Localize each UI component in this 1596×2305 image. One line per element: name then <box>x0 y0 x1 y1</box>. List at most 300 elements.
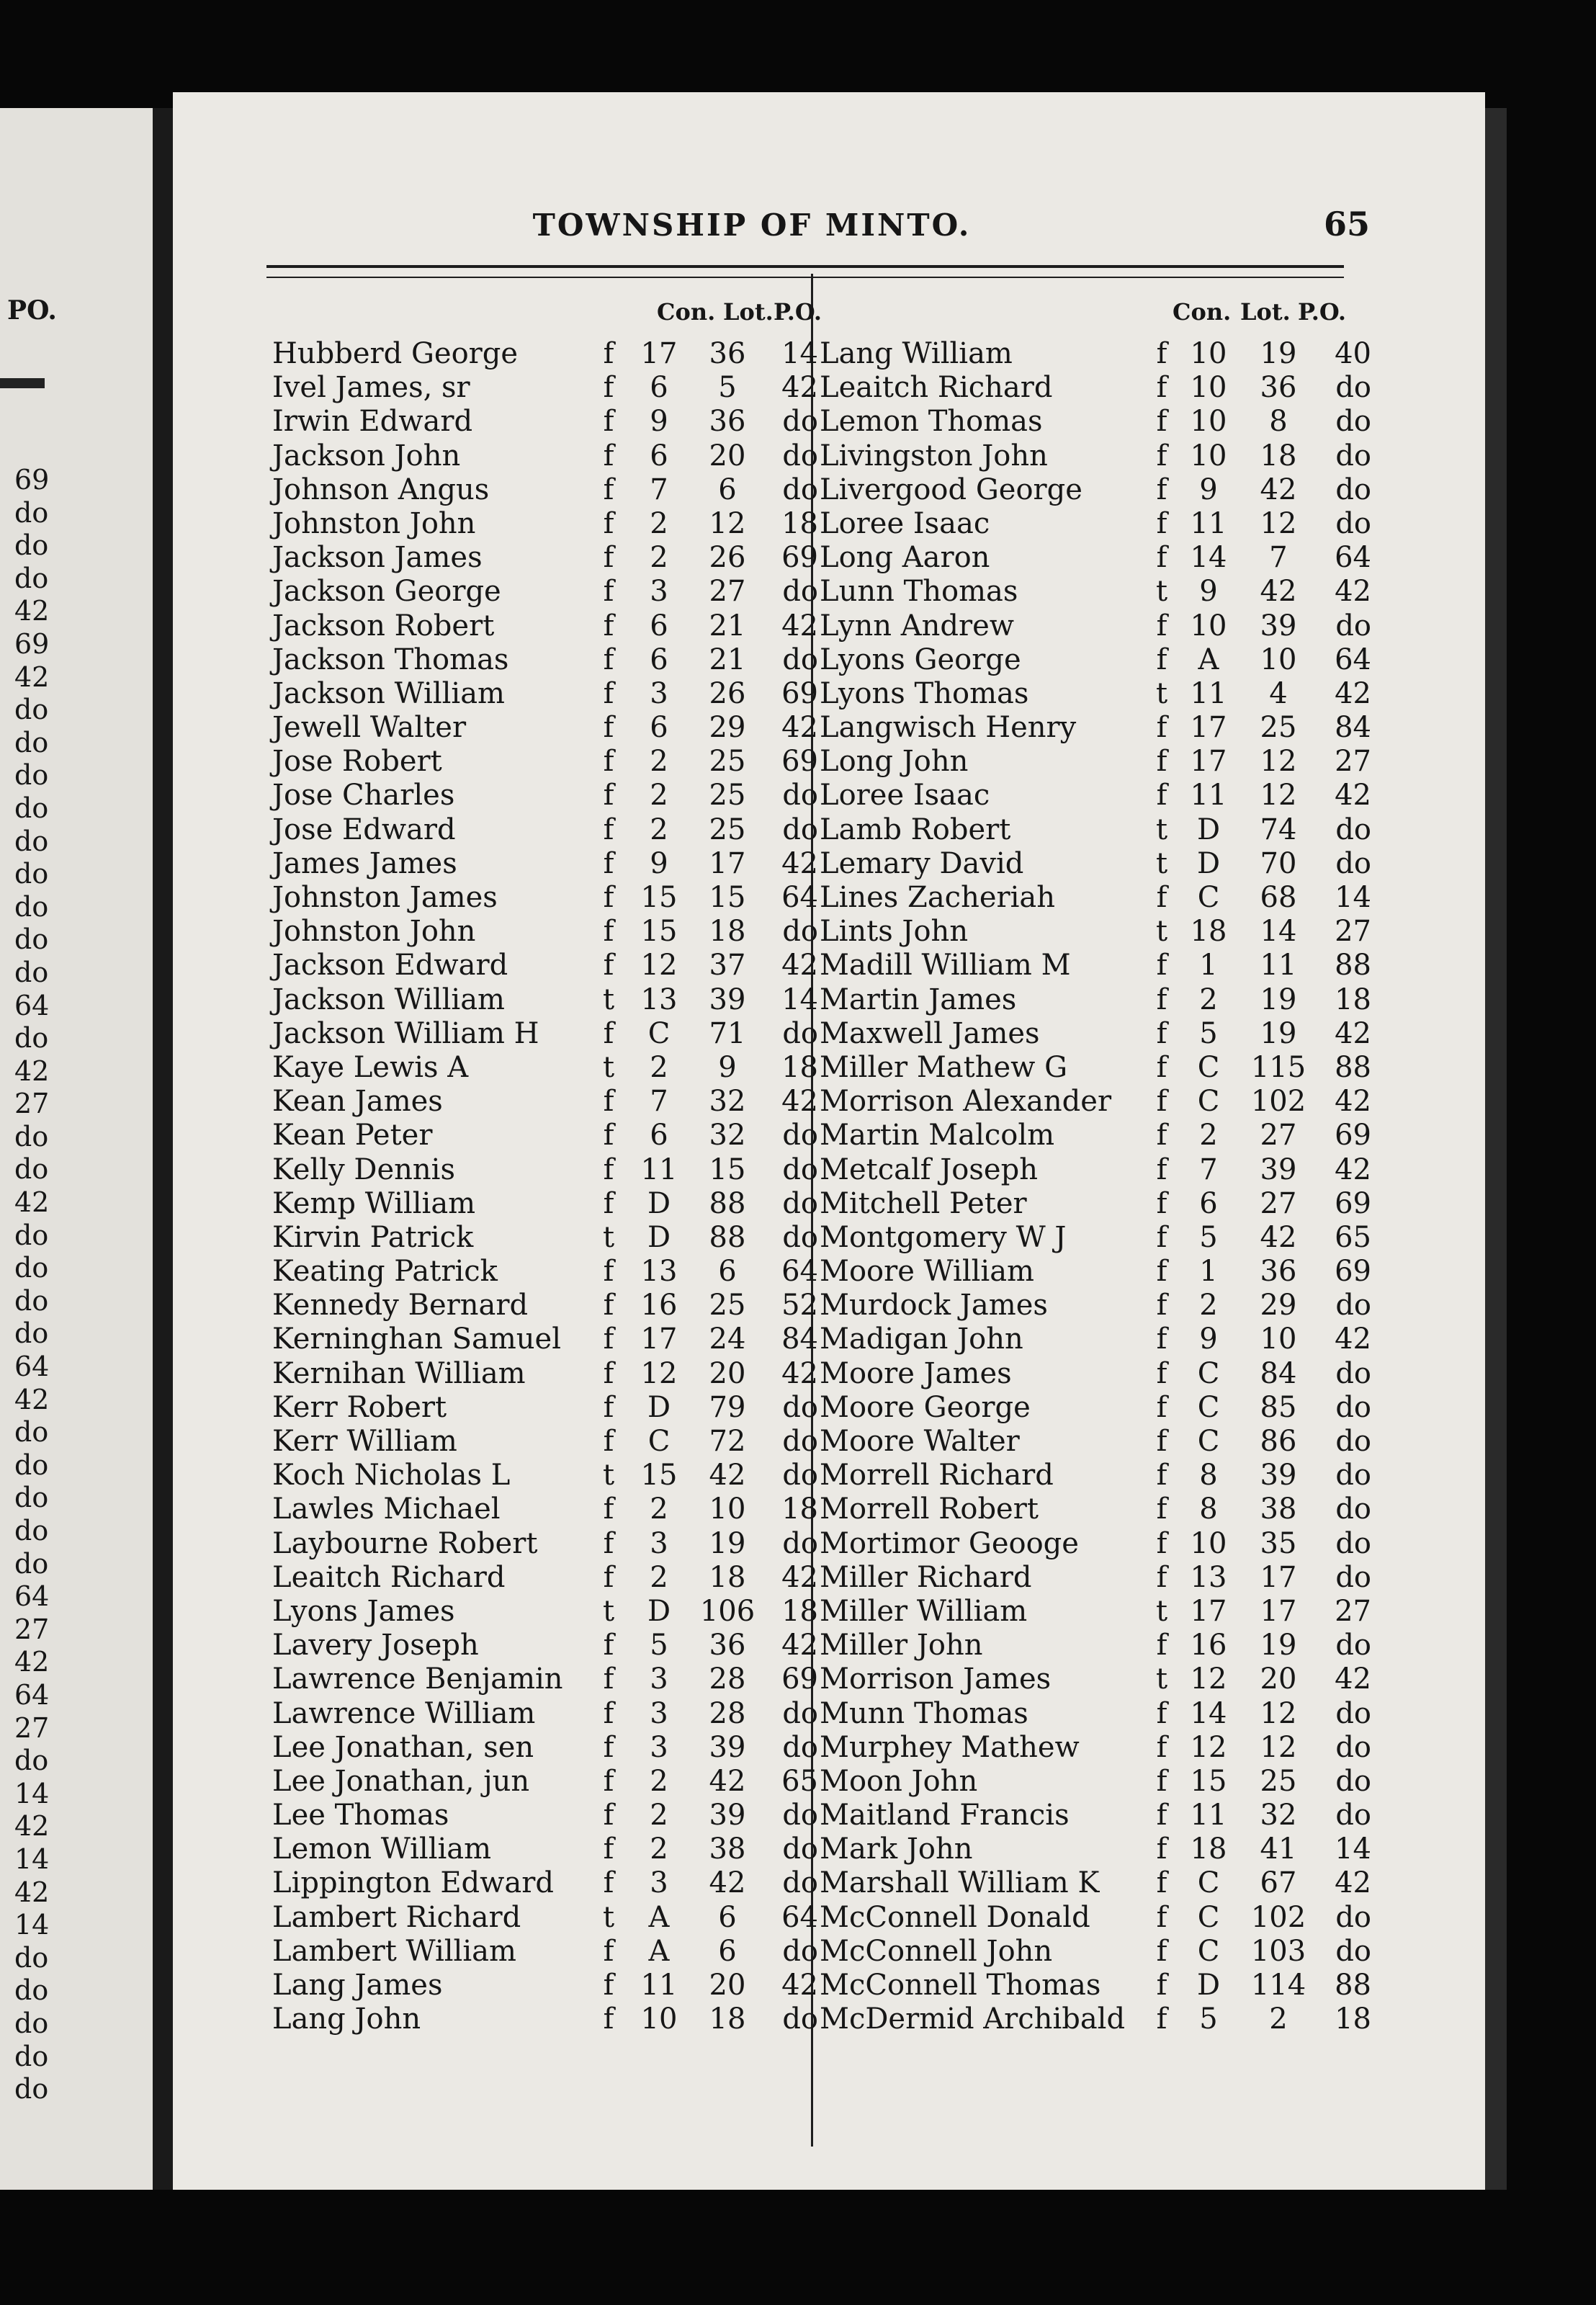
lot-number: 21 <box>709 643 746 676</box>
directory-entry <box>272 813 820 847</box>
resident-name: Lynn Andrew <box>820 609 1014 643</box>
post-office-code: 69 <box>1335 1119 1371 1152</box>
directory-entry <box>820 1969 1374 2002</box>
post-office-code: 18 <box>1335 983 1371 1016</box>
resident-name: McConnell Thomas <box>820 1969 1101 2002</box>
lot-number: 6 <box>718 1255 737 1289</box>
post-office-code: 42 <box>781 1560 818 1594</box>
tenure-code: f <box>603 1696 614 1730</box>
concession-number: C <box>647 1016 671 1050</box>
tenure-code: f <box>603 1969 614 2002</box>
post-office-code: 18 <box>781 1492 818 1526</box>
post-office-code: 42 <box>1335 575 1371 609</box>
directory-entry <box>820 677 1374 711</box>
tenure-code: f <box>1156 983 1167 1016</box>
tenure-code: f <box>603 1934 614 1968</box>
lot-number: 12 <box>1260 745 1297 779</box>
resident-name: Johnston John <box>272 915 476 949</box>
directory-entry <box>272 1187 820 1221</box>
concession-number: 18 <box>1190 915 1227 949</box>
tenure-code: f <box>1156 1832 1167 1866</box>
left-page-po-value: 27 <box>14 1613 50 1645</box>
post-office-code: 69 <box>1335 1186 1371 1220</box>
tenure-code: f <box>603 541 614 575</box>
post-office-code: 69 <box>1335 1255 1371 1289</box>
lot-number: 6 <box>718 473 737 506</box>
concession-number: 16 <box>1190 1629 1227 1662</box>
post-office-code: 69 <box>781 541 818 575</box>
resident-name: Lawrence William <box>272 1696 536 1730</box>
tenure-code: f <box>603 1832 614 1866</box>
lot-number: 106 <box>699 1594 756 1628</box>
resident-name: Maxwell James <box>820 1016 1040 1050</box>
tenure-code: f <box>603 779 614 813</box>
left-page-po-value: do <box>14 2040 49 2072</box>
resident-name: McDermid Archibald <box>820 2002 1126 2036</box>
concession-number: 5 <box>650 1629 668 1662</box>
lot-number: 19 <box>1260 983 1297 1016</box>
lot-number: 85 <box>1260 1390 1297 1424</box>
resident-name: Jose Robert <box>272 745 442 779</box>
lot-number: 102 <box>1250 1900 1306 1934</box>
tenure-code: f <box>1156 1934 1167 1968</box>
tenure-code: f <box>603 1662 614 1696</box>
left-page-po-value: do <box>14 1449 49 1481</box>
post-office-code: do <box>782 1390 818 1424</box>
lot-number: 25 <box>709 1289 746 1322</box>
directory-entry <box>820 1187 1374 1221</box>
lot-number: 39 <box>1260 1459 1297 1492</box>
concession-number: 2 <box>650 813 668 846</box>
lot-number: 15 <box>709 1152 746 1186</box>
post-office-code: do <box>1335 1356 1371 1390</box>
directory-entry <box>272 1391 820 1425</box>
directory-entry <box>820 1595 1374 1629</box>
lot-number: 102 <box>1250 1085 1306 1119</box>
post-office-code: do <box>1335 813 1371 846</box>
tenure-code: f <box>603 1085 614 1119</box>
resident-name: Lyons George <box>820 643 1021 676</box>
directory-entry <box>820 1662 1374 1696</box>
lot-number: 20 <box>709 1356 746 1390</box>
directory-entry <box>272 1051 820 1085</box>
tenure-code: f <box>1156 337 1167 370</box>
post-office-code: do <box>1335 1526 1371 1560</box>
concession-number: 9 <box>650 846 668 880</box>
directory-entry <box>272 1832 820 1866</box>
concession-number: 17 <box>1190 711 1227 745</box>
directory-entry <box>272 1866 820 1900</box>
concession-number: 15 <box>640 1459 678 1492</box>
left-page-po-column <box>14 464 79 2106</box>
left-page-po-value: do <box>14 1745 49 1777</box>
tenure-code: f <box>603 609 614 643</box>
directory-entry <box>820 1085 1374 1119</box>
post-office-code: do <box>782 1934 818 1968</box>
tenure-code: f <box>603 1186 614 1220</box>
directory-entry <box>272 1459 820 1492</box>
lot-number: 15 <box>709 881 746 914</box>
post-office-code: 14 <box>1335 881 1371 914</box>
directory-entry <box>820 847 1374 881</box>
directory-entry <box>820 1527 1374 1561</box>
directory-entry <box>820 507 1374 541</box>
lot-number: 12 <box>1260 1730 1297 1764</box>
tenure-code: f <box>603 915 614 949</box>
lot-number: 29 <box>1260 1289 1297 1322</box>
concession-number: 2 <box>650 745 668 779</box>
lot-number: 25 <box>709 813 746 846</box>
lot-number: 12 <box>1260 779 1297 813</box>
directory-entry <box>272 1662 820 1696</box>
resident-name: Johnston James <box>272 881 498 914</box>
left-page-po-value: 42 <box>14 595 50 627</box>
post-office-code: 64 <box>781 1255 818 1289</box>
directory-entry <box>272 1527 820 1561</box>
tenure-code: f <box>603 711 614 745</box>
concession-number: C <box>1197 1356 1220 1390</box>
concession-number: 1 <box>1199 1255 1218 1289</box>
lot-number: 41 <box>1260 1832 1297 1866</box>
resident-name: Moore Walter <box>820 1425 1020 1458</box>
concession-number: 17 <box>1190 745 1227 779</box>
left-page-po-value: do <box>14 1941 49 1974</box>
directory-entry <box>272 1492 820 1526</box>
directory-entry <box>272 609 820 643</box>
resident-name: Long Aaron <box>820 541 990 575</box>
lot-number: 35 <box>1260 1526 1297 1560</box>
tenure-code: f <box>1156 1152 1167 1186</box>
left-page-po-value: do <box>14 759 49 792</box>
lot-number: 42 <box>1260 1220 1297 1254</box>
directory-entry <box>272 541 820 575</box>
left-page-po-value: 69 <box>14 464 50 496</box>
concession-number: 15 <box>640 915 678 949</box>
concession-number: 6 <box>650 371 668 405</box>
directory-entry <box>820 1119 1374 1152</box>
resident-name: Long John <box>820 745 969 779</box>
resident-name: Lines Zacheriah <box>820 881 1056 914</box>
directory-entry <box>272 1425 820 1459</box>
concession-number: 14 <box>1190 541 1227 575</box>
tenure-code: f <box>1156 371 1167 405</box>
post-office-code: 42 <box>1335 1662 1371 1696</box>
resident-name: Loree Isaac <box>820 779 990 813</box>
post-office-code: do <box>782 1696 818 1730</box>
lot-number: 20 <box>709 439 746 473</box>
resident-name: Mortimor Geooge <box>820 1526 1079 1560</box>
tenure-code: f <box>1156 1866 1167 1900</box>
directory-entry <box>820 2002 1374 2036</box>
left-page-po-value: do <box>14 1153 49 1186</box>
concession-number: D <box>647 1390 671 1424</box>
left-page-po-value: do <box>14 1482 49 1514</box>
concession-number: 3 <box>650 1696 668 1730</box>
post-office-code: 18 <box>1335 2002 1371 2036</box>
resident-name: Lang James <box>272 1969 443 2002</box>
left-page-po-value: 64 <box>14 989 50 1021</box>
resident-name: Kerninghan Samuel <box>272 1322 562 1356</box>
tenure-code: f <box>1156 1492 1167 1526</box>
book-gutter <box>153 108 174 2190</box>
post-office-code: do <box>782 915 818 949</box>
resident-name: Lawrence Benjamin <box>272 1662 563 1696</box>
resident-name: Kean James <box>272 1085 443 1119</box>
concession-number: 12 <box>1190 1662 1227 1696</box>
directory-page <box>173 92 1485 2190</box>
right-con-header: Con. <box>1173 298 1232 326</box>
tenure-code: f <box>603 745 614 779</box>
post-office-code: 69 <box>781 745 818 779</box>
lot-number: 27 <box>1260 1186 1297 1220</box>
tenure-code: t <box>1155 1662 1168 1696</box>
directory-entry <box>272 677 820 711</box>
left-page-po-value: do <box>14 956 49 988</box>
directory-entry <box>272 881 820 915</box>
concession-number: 17 <box>1190 1594 1227 1628</box>
post-office-code: do <box>1335 1492 1371 1526</box>
tenure-code: f <box>603 1119 614 1152</box>
tenure-code: f <box>1156 1186 1167 1220</box>
directory-entry <box>820 1492 1374 1526</box>
concession-number: C <box>1197 881 1220 914</box>
concession-number: A <box>648 1900 670 1934</box>
concession-number: 2 <box>650 1832 668 1866</box>
lot-number: 115 <box>1250 1050 1306 1084</box>
lot-number: 38 <box>1260 1492 1297 1526</box>
resident-name: Jackson William <box>272 676 505 710</box>
post-office-code: 14 <box>781 983 818 1016</box>
resident-name: Murphey Mathew <box>820 1730 1080 1764</box>
lot-number: 14 <box>1260 915 1297 949</box>
directory-entry <box>820 1322 1374 1356</box>
post-office-code: do <box>782 1425 818 1458</box>
left-page-po-value: do <box>14 694 49 726</box>
directory-entry <box>820 575 1374 609</box>
directory-entry <box>272 847 820 881</box>
concession-number: 10 <box>1190 371 1227 405</box>
directory-entry <box>272 1731 820 1765</box>
directory-entry <box>272 1595 820 1629</box>
resident-name: Jackson James <box>272 541 483 575</box>
directory-entry <box>820 1459 1374 1492</box>
tenure-code: f <box>1156 1085 1167 1119</box>
post-office-code: do <box>782 1730 818 1764</box>
left-page-po-value: 27 <box>14 1711 50 1744</box>
resident-name: Morrell Robert <box>820 1492 1039 1526</box>
resident-name: Lang John <box>272 2002 421 2036</box>
post-office-code: 42 <box>781 1356 818 1390</box>
concession-number: 10 <box>640 2002 678 2036</box>
lot-number: 32 <box>1260 1799 1297 1832</box>
resident-name: Lunn Thomas <box>820 575 1018 609</box>
resident-name: Leaitch Richard <box>272 1560 506 1594</box>
post-office-code: 42 <box>781 371 818 405</box>
directory-entry <box>272 1561 820 1595</box>
resident-name: Lambert William <box>272 1934 516 1968</box>
post-office-code: 14 <box>1335 1832 1371 1866</box>
resident-name: Kennedy Bernard <box>272 1289 529 1322</box>
concession-number: 2 <box>650 1560 668 1594</box>
resident-name: Madill William M <box>820 949 1071 983</box>
post-office-code: 69 <box>781 676 818 710</box>
directory-entry <box>272 1221 820 1255</box>
concession-number: 9 <box>650 405 668 439</box>
resident-name: Jackson Edward <box>272 949 508 983</box>
concession-number: 3 <box>650 1526 668 1560</box>
directory-entry <box>820 643 1374 677</box>
concession-number: 2 <box>650 1492 668 1526</box>
concession-number: C <box>1197 1085 1220 1119</box>
concession-number: 3 <box>650 676 668 710</box>
post-office-code: do <box>782 813 818 846</box>
concession-number: 1 <box>1199 949 1218 983</box>
tenure-code: f <box>1156 1730 1167 1764</box>
post-office-code: do <box>782 1832 818 1866</box>
directory-entry <box>272 1017 820 1051</box>
page-edge-shadow <box>1485 108 1507 2190</box>
concession-number: 15 <box>1190 1764 1227 1798</box>
left-page-po-value: 42 <box>14 1055 50 1087</box>
post-office-code: 64 <box>781 1900 818 1934</box>
directory-entry <box>272 1357 820 1391</box>
lot-number: 25 <box>1260 711 1297 745</box>
concession-number: 15 <box>640 881 678 914</box>
lot-number: 39 <box>709 1730 746 1764</box>
resident-name: Moore George <box>820 1390 1031 1424</box>
tenure-code: f <box>1156 439 1167 473</box>
concession-number: C <box>1197 1390 1220 1424</box>
post-office-code: do <box>1335 1560 1371 1594</box>
resident-name: Lee Jonathan, jun <box>272 1764 530 1798</box>
resident-name: Morrison James <box>820 1662 1052 1696</box>
concession-number: 8 <box>1199 1492 1218 1526</box>
resident-name: Mitchell Peter <box>820 1186 1027 1220</box>
resident-name: Kerr Robert <box>272 1390 447 1424</box>
post-office-code: do <box>1335 1425 1371 1458</box>
concession-number: 9 <box>1199 575 1218 609</box>
resident-name: Hubberd George <box>272 337 519 370</box>
directory-entry <box>820 1051 1374 1085</box>
post-office-code: do <box>782 643 818 676</box>
concession-number: 7 <box>1199 1152 1218 1186</box>
lot-number: 38 <box>709 1832 746 1866</box>
lot-number: 42 <box>709 1459 746 1492</box>
tenure-code: f <box>1156 1560 1167 1594</box>
resident-name: Lavery Joseph <box>272 1629 479 1662</box>
directory-entry <box>820 337 1374 371</box>
left-page-po-value: 42 <box>14 661 50 693</box>
tenure-code: f <box>603 405 614 439</box>
tenure-code: t <box>602 1220 615 1254</box>
tenure-code: f <box>1156 541 1167 575</box>
tenure-code: f <box>1156 949 1167 983</box>
left-page-po-value: do <box>14 726 49 758</box>
left-page-po-value: 64 <box>14 1351 50 1383</box>
left-page-po-value: do <box>14 1120 49 1152</box>
resident-name: Morrell Richard <box>820 1459 1054 1492</box>
post-office-code: do <box>782 405 818 439</box>
left-page-po-value: do <box>14 923 49 956</box>
lot-number: 42 <box>1260 575 1297 609</box>
tenure-code: f <box>1156 643 1167 676</box>
lot-number: 4 <box>1269 676 1288 710</box>
tenure-code: t <box>1155 575 1168 609</box>
concession-number: 3 <box>650 1662 668 1696</box>
post-office-code: 27 <box>1335 745 1371 779</box>
concession-number: 2 <box>650 541 668 575</box>
resident-name: Moore James <box>820 1356 1012 1390</box>
resident-name: Livingston John <box>820 439 1048 473</box>
resident-name: Lang William <box>820 337 1013 370</box>
left-page-po-value: do <box>14 1547 49 1580</box>
resident-name: Mark John <box>820 1832 973 1866</box>
lot-number: 88 <box>709 1186 746 1220</box>
resident-name: Moore William <box>820 1255 1034 1289</box>
concession-number: 11 <box>1190 506 1227 540</box>
post-office-code: 42 <box>781 846 818 880</box>
resident-name: Jackson George <box>272 575 501 609</box>
tenure-code: t <box>602 1050 615 1084</box>
concession-number: C <box>1197 1425 1220 1458</box>
post-office-code: do <box>1335 1459 1371 1492</box>
directory-entry <box>820 1153 1374 1187</box>
resident-name: Kaye Lewis A <box>272 1050 469 1084</box>
resident-name: Lambert Richard <box>272 1900 521 1934</box>
lot-number: 8 <box>1269 405 1288 439</box>
lot-number: 25 <box>709 745 746 779</box>
tenure-code: f <box>1156 1969 1167 2002</box>
concession-number: 2 <box>1199 983 1218 1016</box>
directory-entry <box>820 473 1374 507</box>
concession-number: 18 <box>1190 1832 1227 1866</box>
directory-entry <box>820 405 1374 439</box>
directory-entry <box>820 609 1374 643</box>
resident-name: Kemp William <box>272 1186 476 1220</box>
directory-entry <box>820 881 1374 915</box>
resident-name: Martin Malcolm <box>820 1119 1055 1152</box>
tenure-code: f <box>603 949 614 983</box>
tenure-code: f <box>1156 1390 1167 1424</box>
tenure-code: f <box>603 1730 614 1764</box>
post-office-code: do <box>1335 1390 1371 1424</box>
post-office-code: 42 <box>1335 676 1371 710</box>
tenure-code: t <box>1155 676 1168 710</box>
post-office-code: do <box>1335 506 1371 540</box>
lot-number: 39 <box>709 1799 746 1832</box>
tenure-code: f <box>1156 1255 1167 1289</box>
concession-number: 10 <box>1190 405 1227 439</box>
concession-number: 2 <box>650 1799 668 1832</box>
tenure-code: f <box>603 1425 614 1458</box>
resident-name: McConnell John <box>820 1934 1053 1968</box>
lot-number: 18 <box>709 1560 746 1594</box>
directory-entry <box>820 1731 1374 1765</box>
concession-number: 16 <box>640 1289 678 1322</box>
left-page-po-value: do <box>14 1317 49 1350</box>
lot-number: 88 <box>709 1220 746 1254</box>
post-office-code: do <box>782 1152 818 1186</box>
left-page-po-value: do <box>14 1284 49 1317</box>
left-entry-column <box>272 337 820 2036</box>
directory-entry <box>272 915 820 949</box>
lot-number: 28 <box>709 1696 746 1730</box>
lot-number: 26 <box>709 676 746 710</box>
post-office-code: 42 <box>781 1969 818 2002</box>
left-page-po-value: 14 <box>14 1843 50 1875</box>
lot-number: 39 <box>709 983 746 1016</box>
tenure-code: f <box>603 813 614 846</box>
